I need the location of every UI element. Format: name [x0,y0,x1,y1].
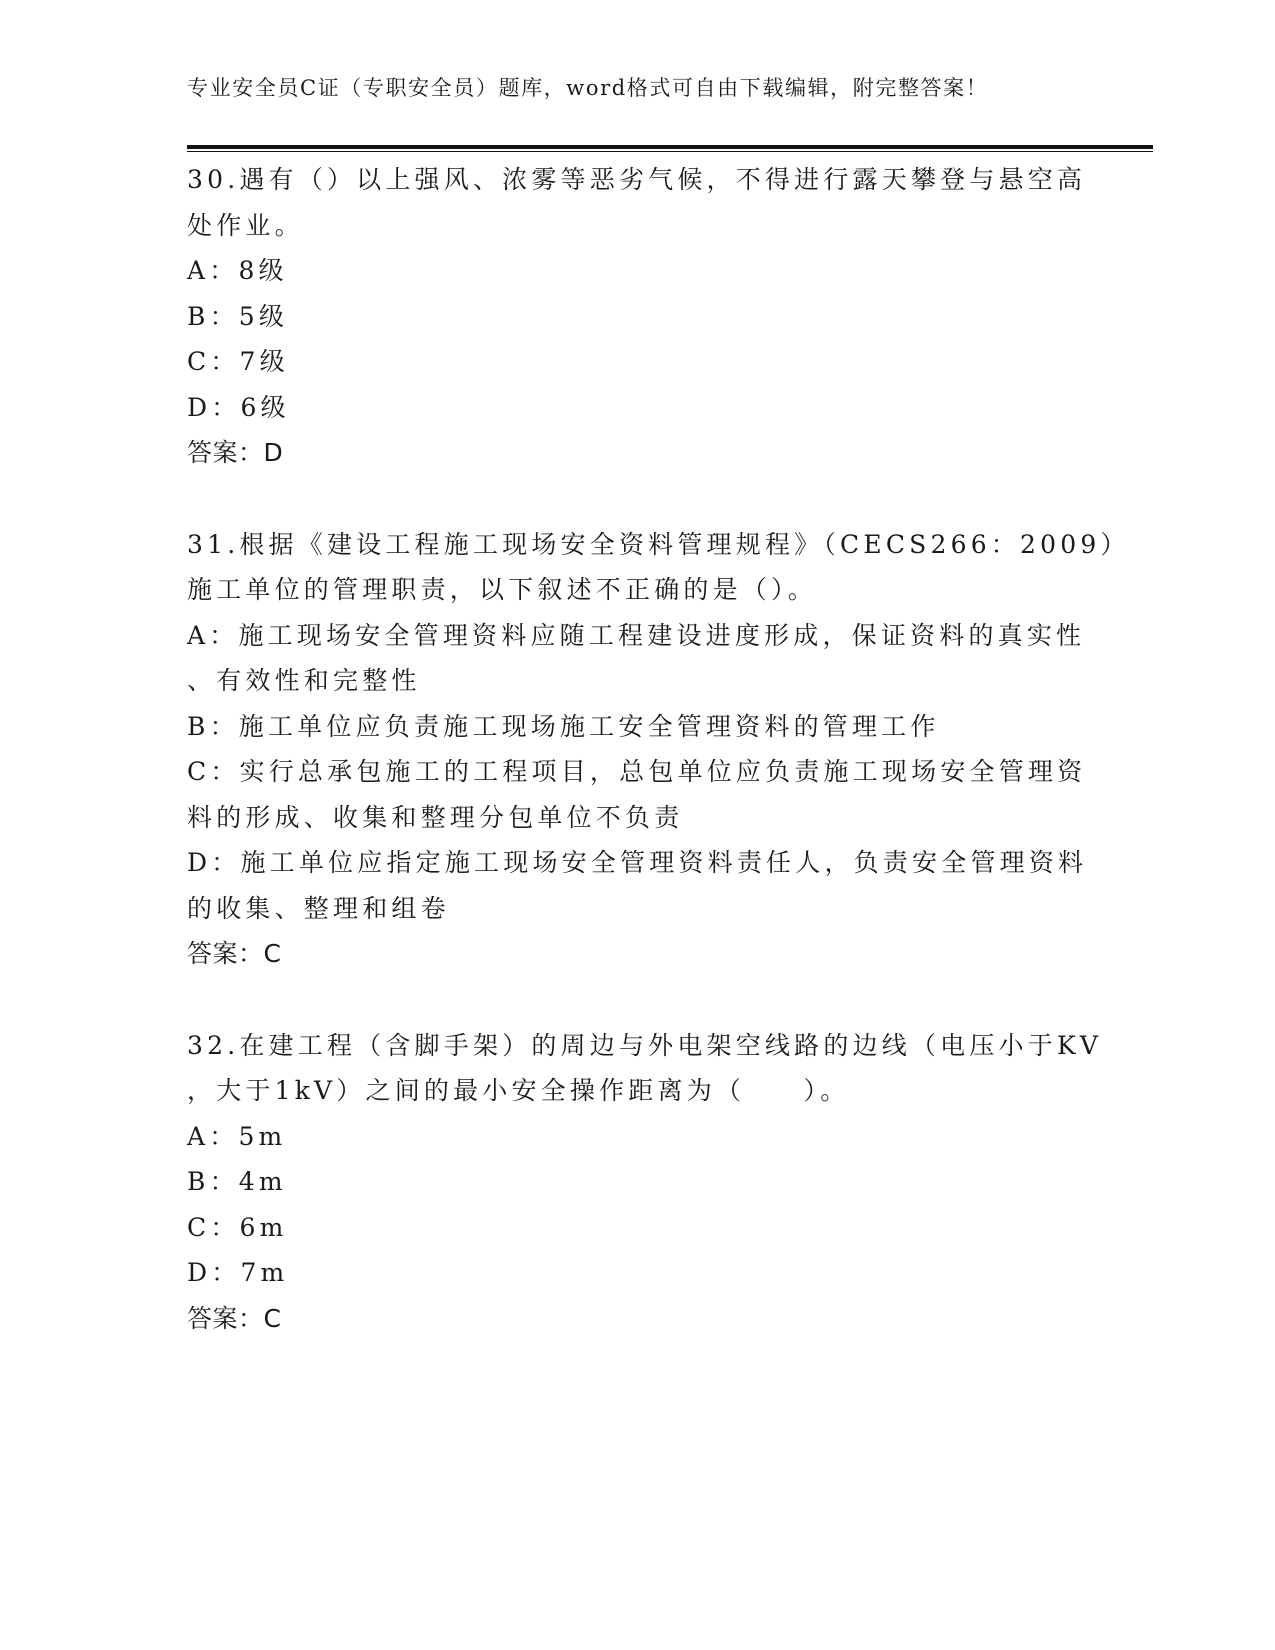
answer-line: 答案：C [187,1303,282,1333]
option-b: B：施工单位应负责施工现场施工安全管理资料的管理工作 [187,711,940,741]
question-stem-line: 处作业。 [187,210,304,240]
option-d: D：7m [187,1258,289,1287]
page-header: 专业安全员C证（专职安全员）题库，word格式可自由下载编辑，附完整答案！ [187,76,989,100]
option-a: A：施工现场安全管理资料应随工程建设进度形成，保证资料的真实性 [187,620,1086,650]
option-c-continued: 料的形成、收集和整理分包单位不负责 [187,802,684,832]
question-30 [187,157,1087,476]
header-rule-thick [187,145,1153,149]
option-b: B：5级 [187,301,289,331]
question-stem-line: 30.遇有（）以上强风、浓雾等恶劣气候，不得进行露天攀登与悬空高 [187,165,1087,194]
question-stem-line: 32.在建工程（含脚手架）的周边与外电架空线路的边线（电压小于KV [187,1030,1103,1060]
option-b: B：4m [187,1167,287,1196]
option-d-continued: 的收集、整理和组卷 [187,893,450,923]
question-32 [187,1023,1103,1342]
question-list [187,157,1130,1387]
option-a: A：8级 [187,256,288,285]
option-c: C：实行总承包施工的工程项目，总包单位应负责施工现场安全管理资 [187,757,1087,786]
option-d: D：6级 [187,392,290,422]
question-stem-line: 31.根据《建设工程施工现场安全资料管理规程》（CECS266：2009） [187,529,1130,559]
option-d: D：施工单位应指定施工现场安全管理资料责任人，负责安全管理资料 [187,848,1088,877]
question-stem-line: ，大于1kV）之间的最小安全操作距离为（ ）。 [187,1076,850,1105]
question-stem-line: 施工单位的管理职责，以下叙述不正确的是（）。 [187,575,817,604]
header-rule-thin [187,151,1153,152]
answer-line: 答案：C [187,939,282,968]
answer-line: 答案：D [187,438,284,467]
option-a: A：5m [187,1121,287,1151]
option-c: C：6m [187,1212,288,1242]
option-a-continued: 、有效性和完整性 [187,666,421,695]
option-c: C：7级 [187,347,289,376]
question-31 [187,522,1130,977]
